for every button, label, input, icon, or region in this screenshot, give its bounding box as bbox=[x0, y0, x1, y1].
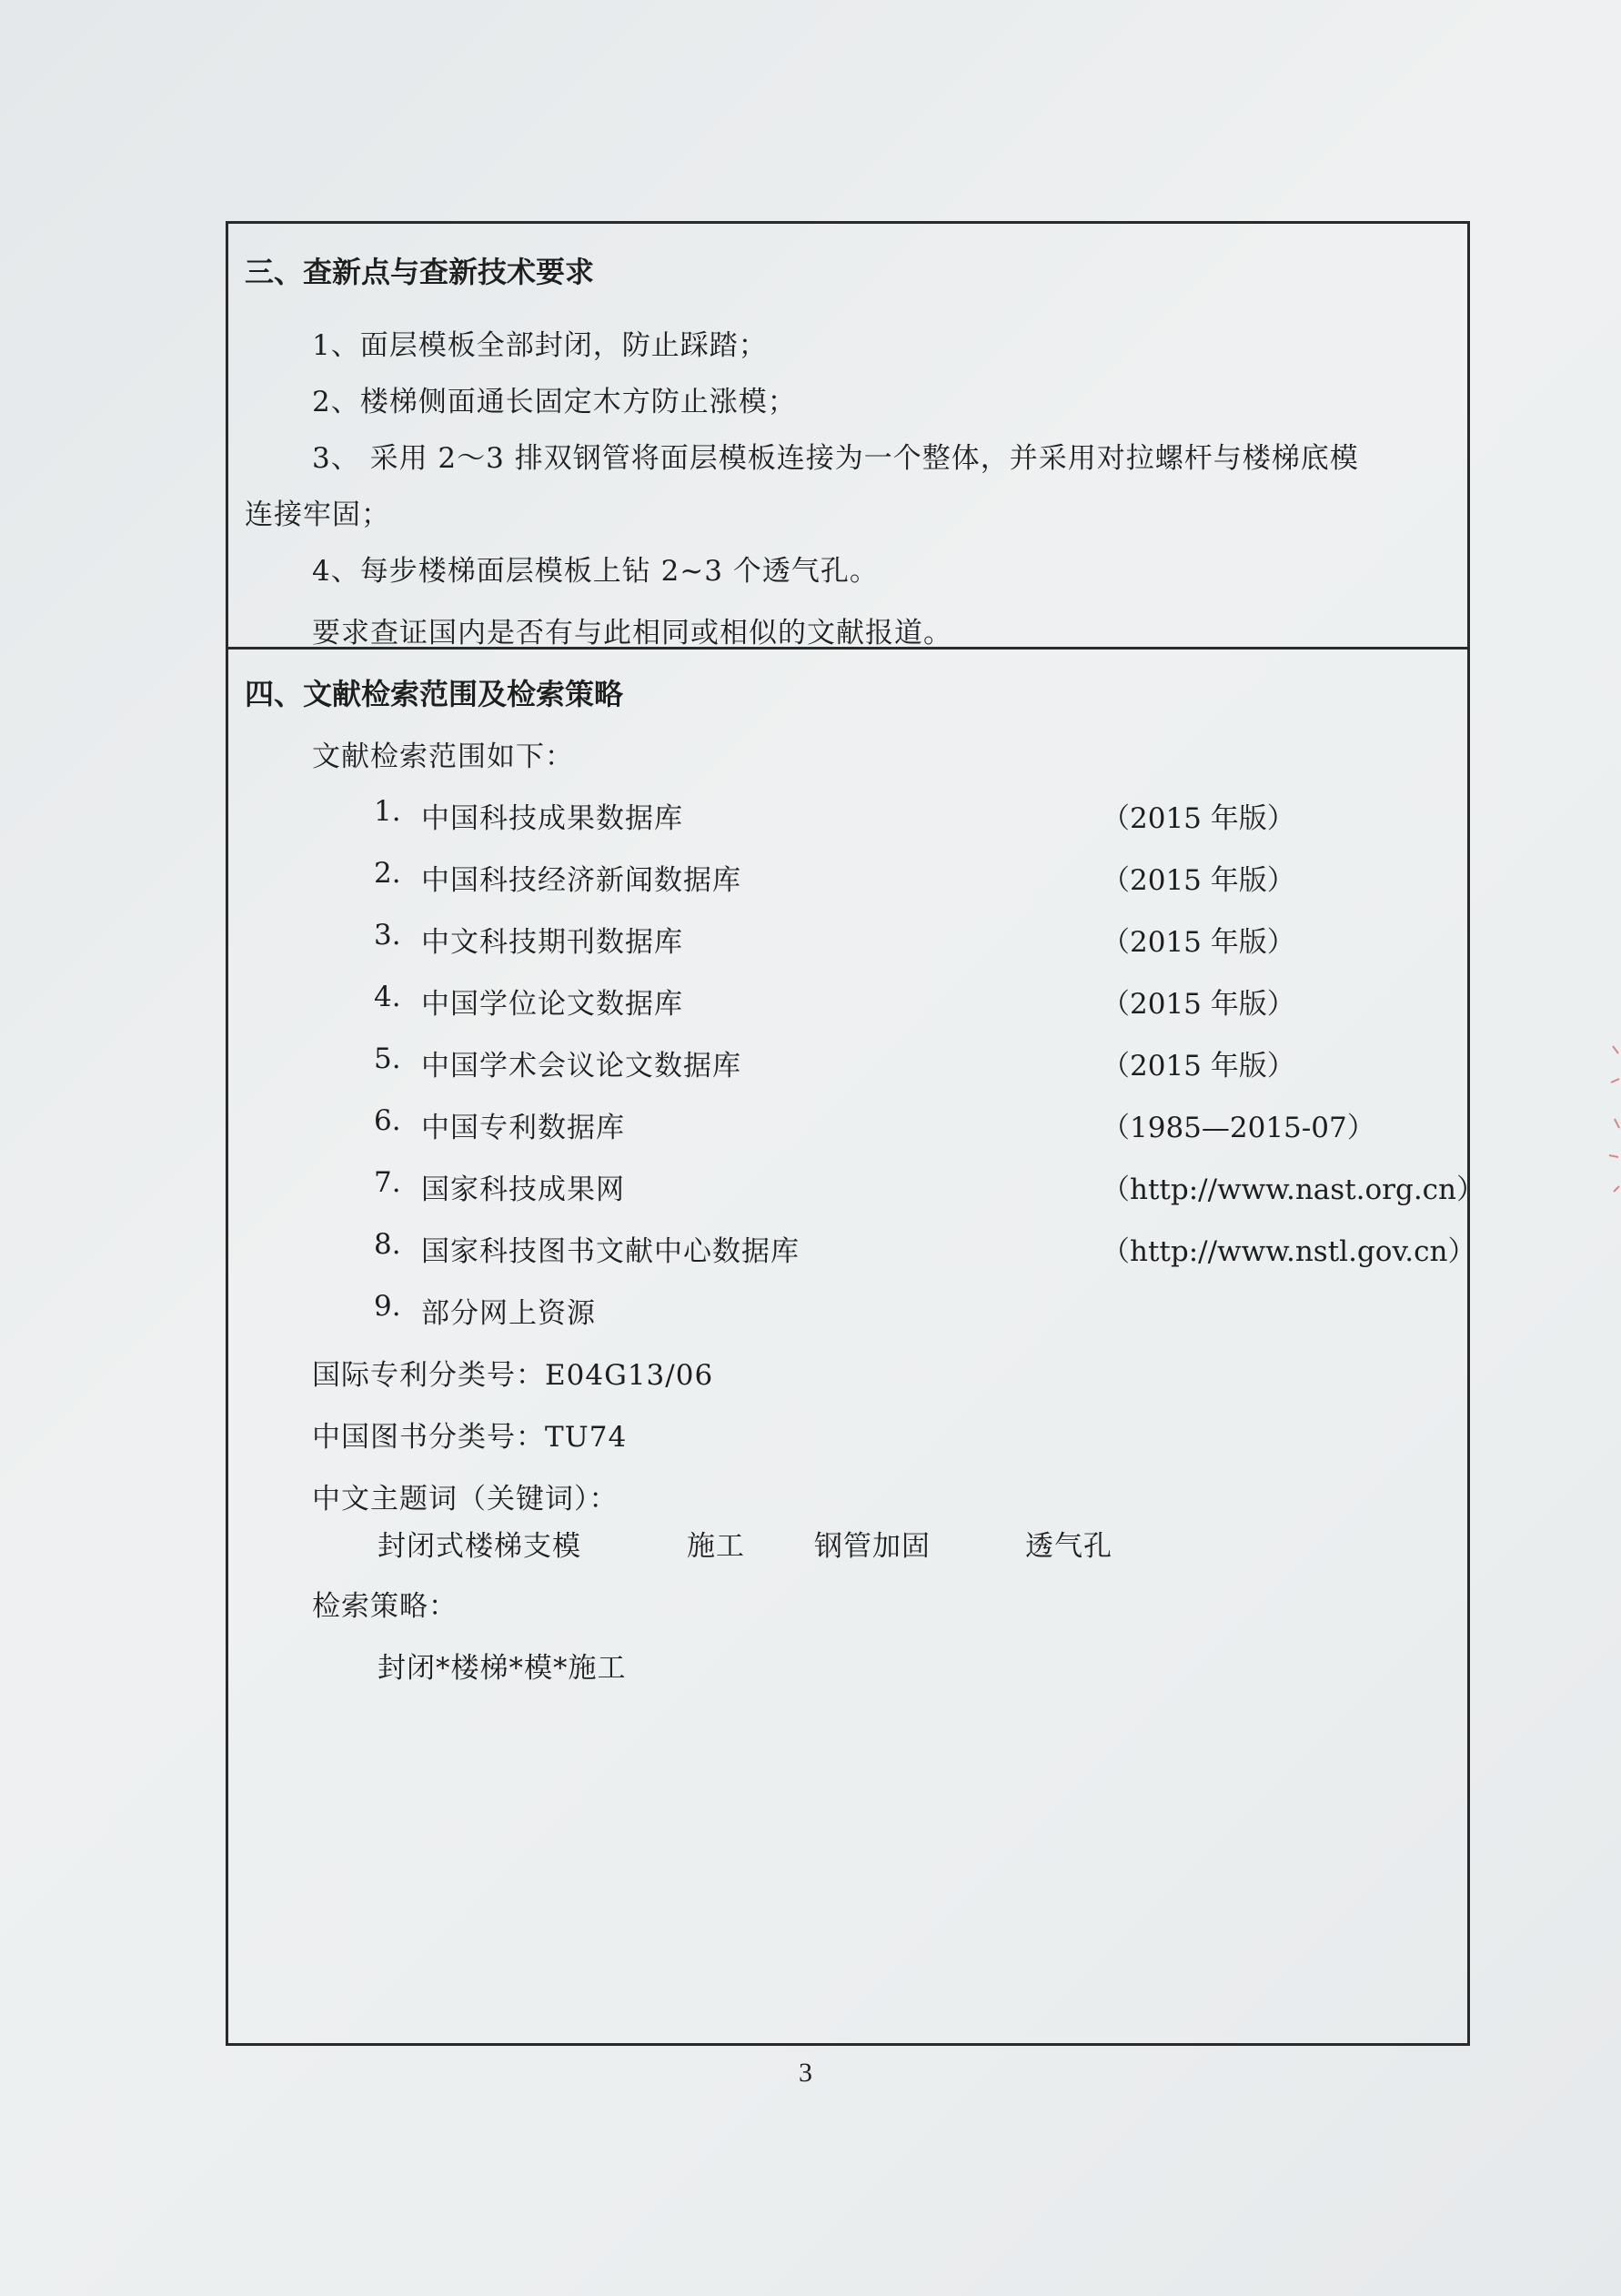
database-number: 5. bbox=[374, 1042, 401, 1075]
database-item bbox=[374, 1290, 1447, 1330]
section3-point-2: 2、楼梯侧面通长固定木方防止涨模； bbox=[312, 386, 797, 418]
database-number: 2. bbox=[374, 857, 401, 890]
database-name: 部分网上资源 bbox=[421, 1297, 596, 1330]
form-table bbox=[226, 221, 1485, 2046]
database-number: 9. bbox=[374, 1290, 401, 1323]
page-number: 3 bbox=[799, 2058, 812, 2088]
database-item bbox=[374, 857, 1447, 897]
scope-intro: 文献检索范围如下： bbox=[312, 740, 574, 773]
database-version: （1985—2015-07） bbox=[1102, 1112, 1375, 1144]
database-version: （2015 年版） bbox=[1102, 926, 1295, 959]
ipc-classification: 国际专利分类号：E04G13/06 bbox=[312, 1359, 714, 1392]
keyword: 封闭式楼梯支模 bbox=[378, 1530, 581, 1563]
database-item bbox=[374, 795, 1447, 835]
database-number: 1. bbox=[374, 795, 401, 828]
database-name: 中国学位论文数据库 bbox=[421, 988, 683, 1021]
section3-heading: 三、查新点与查新技术要求 bbox=[245, 255, 595, 289]
section-divider bbox=[228, 647, 1467, 650]
database-item bbox=[374, 1166, 1485, 1206]
database-name: 国家科技成果网 bbox=[421, 1173, 625, 1206]
database-number: 6. bbox=[374, 1104, 401, 1137]
database-version: （2015 年版） bbox=[1102, 864, 1295, 897]
database-item bbox=[374, 1228, 1476, 1268]
database-version: （2015 年版） bbox=[1102, 1050, 1295, 1083]
database-item bbox=[374, 1042, 1447, 1083]
seal-edge-marks bbox=[1596, 1028, 1621, 1228]
keywords-label: 中文主题词（关键词）： bbox=[312, 1483, 619, 1516]
section3-point-1: 1、面层模板全部封闭，防止踩踏； bbox=[312, 329, 768, 362]
section4-heading: 四、文献检索范围及检索策略 bbox=[245, 677, 624, 711]
database-name: 中国科技成果数据库 bbox=[421, 802, 683, 835]
database-version: （2015 年版） bbox=[1102, 802, 1295, 835]
database-name: 中国科技经济新闻数据库 bbox=[421, 864, 741, 897]
database-name: 中国学术会议论文数据库 bbox=[421, 1050, 741, 1083]
database-item bbox=[374, 1104, 1447, 1144]
database-item bbox=[374, 919, 1447, 959]
database-name: 中文科技期刊数据库 bbox=[421, 926, 683, 959]
database-number: 3. bbox=[374, 919, 401, 952]
database-item bbox=[374, 981, 1447, 1021]
section3-requirement: 要求查证国内是否有与此相同或相似的文献报道。 bbox=[312, 617, 952, 650]
database-number: 8. bbox=[374, 1228, 401, 1261]
strategy-label: 检索策略： bbox=[312, 1590, 458, 1623]
database-number: 4. bbox=[374, 981, 401, 1013]
keyword: 透气孔 bbox=[1025, 1530, 1113, 1563]
strategy-expression: 封闭*楼梯*模*施工 bbox=[378, 1652, 627, 1685]
keyword: 钢管加固 bbox=[814, 1530, 931, 1563]
section3-point-4: 4、每步楼梯面层模板上钻 2~3 个透气孔。 bbox=[312, 555, 879, 588]
database-version: （http://www.nstl.gov.cn） bbox=[1102, 1235, 1476, 1268]
section3-point-3: 3、 采用 2～3 排双钢管将面层模板连接为一个整体，并采用对拉螺杆与楼梯底模 bbox=[312, 442, 1359, 475]
database-version: （http://www.nast.org.cn） bbox=[1102, 1173, 1485, 1206]
database-number: 7. bbox=[374, 1166, 401, 1199]
database-name: 中国专利数据库 bbox=[421, 1112, 625, 1144]
clc-classification: 中国图书分类号：TU74 bbox=[312, 1421, 628, 1454]
keyword: 施工 bbox=[687, 1530, 745, 1563]
database-name: 国家科技图书文献中心数据库 bbox=[421, 1235, 800, 1268]
section3-point-3-cont: 连接牢固； bbox=[245, 498, 390, 531]
database-version: （2015 年版） bbox=[1102, 988, 1295, 1021]
